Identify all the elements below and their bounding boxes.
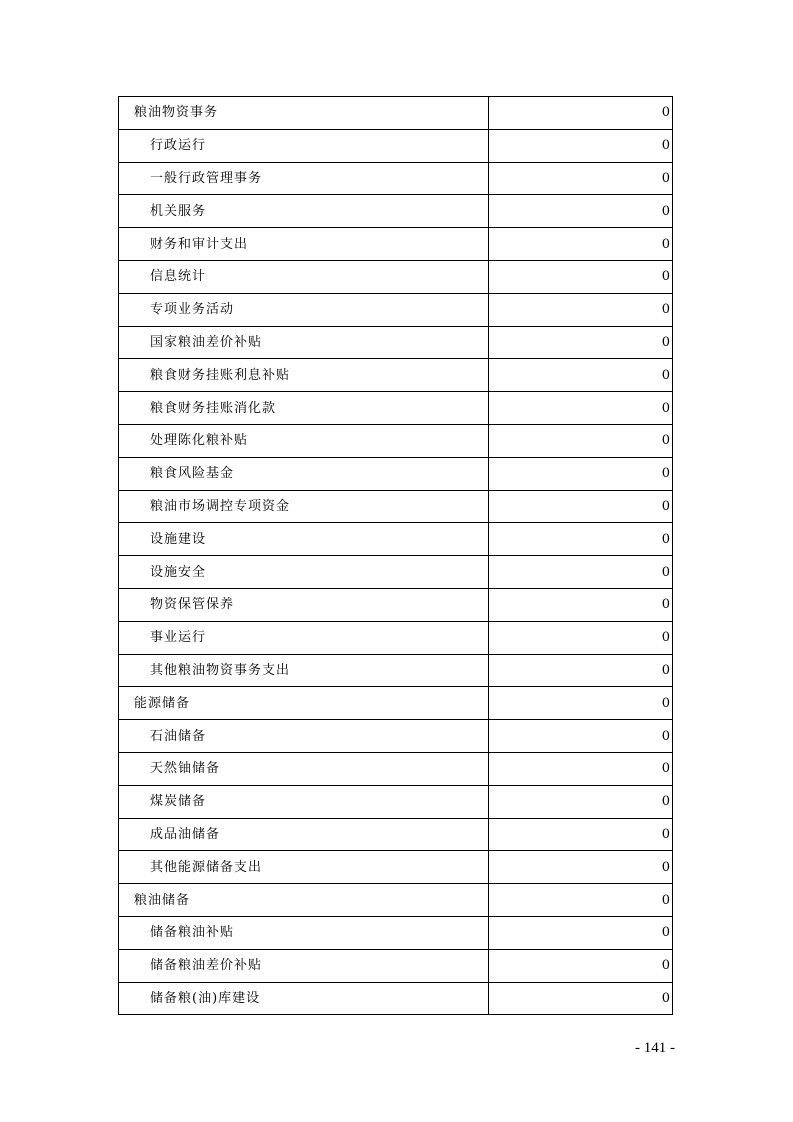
table-row [119, 359, 673, 392]
row-value-cell: 0 [489, 851, 673, 884]
table-row [119, 457, 673, 490]
row-name-cell: 信息统计 [119, 260, 489, 293]
table-row [119, 523, 673, 556]
row-name-cell: 其他能源储备支出 [119, 851, 489, 884]
row-value-cell: 0 [489, 621, 673, 654]
table-row [119, 916, 673, 949]
row-value-cell: 0 [489, 523, 673, 556]
table-row [119, 195, 673, 228]
row-value-cell: 0 [489, 752, 673, 785]
row-name-cell: 设施建设 [119, 523, 489, 556]
table-row [119, 326, 673, 359]
row-value-cell: 0 [489, 818, 673, 851]
row-value-cell: 0 [489, 359, 673, 392]
table-row [119, 785, 673, 818]
row-name-cell: 其他粮油物资事务支出 [119, 654, 489, 687]
row-name-cell: 成品油储备 [119, 818, 489, 851]
row-value-cell: 0 [489, 556, 673, 589]
table-row [119, 162, 673, 195]
row-name-cell: 天然铀储备 [119, 752, 489, 785]
table-row [119, 949, 673, 982]
table-row [119, 851, 673, 884]
row-value-cell: 0 [489, 162, 673, 195]
table-row [119, 293, 673, 326]
row-value-cell: 0 [489, 654, 673, 687]
table-row [119, 621, 673, 654]
row-name-cell: 一般行政管理事务 [119, 162, 489, 195]
table-row [119, 260, 673, 293]
row-name-cell: 储备粮油差价补贴 [119, 949, 489, 982]
row-name-cell: 国家粮油差价补贴 [119, 326, 489, 359]
page-number: - 141 - [635, 1040, 675, 1056]
row-value-cell: 0 [489, 195, 673, 228]
row-value-cell: 0 [489, 982, 673, 1015]
row-name-cell: 储备粮油补贴 [119, 916, 489, 949]
row-name-cell: 粮食财务挂账利息补贴 [119, 359, 489, 392]
row-name-cell: 物资保管保养 [119, 588, 489, 621]
table-row [119, 982, 673, 1015]
table-row [119, 654, 673, 687]
row-value-cell: 0 [489, 490, 673, 523]
row-name-cell: 事业运行 [119, 621, 489, 654]
table-row [119, 392, 673, 425]
row-value-cell: 0 [489, 720, 673, 753]
row-value-cell: 0 [489, 392, 673, 425]
table-row [119, 490, 673, 523]
row-name-cell: 粮食财务挂账消化款 [119, 392, 489, 425]
row-name-cell: 储备粮(油)库建设 [119, 982, 489, 1015]
row-value-cell: 0 [489, 424, 673, 457]
row-value-cell: 0 [489, 588, 673, 621]
row-name-cell: 粮油市场调控专项资金 [119, 490, 489, 523]
budget-table [118, 96, 673, 1015]
table-row [119, 228, 673, 261]
table-row [119, 752, 673, 785]
row-value-cell: 0 [489, 884, 673, 917]
row-name-cell: 能源储备 [119, 687, 489, 720]
table-row [119, 97, 673, 130]
row-value-cell: 0 [489, 293, 673, 326]
row-name-cell: 煤炭储备 [119, 785, 489, 818]
row-name-cell: 专项业务活动 [119, 293, 489, 326]
row-name-cell: 石油储备 [119, 720, 489, 753]
row-value-cell: 0 [489, 97, 673, 130]
row-name-cell: 行政运行 [119, 129, 489, 162]
row-value-cell: 0 [489, 687, 673, 720]
table-body [119, 97, 673, 1015]
row-name-cell: 粮油物资事务 [119, 97, 489, 130]
row-name-cell: 设施安全 [119, 556, 489, 589]
row-name-cell: 处理陈化粮补贴 [119, 424, 489, 457]
row-name-cell: 机关服务 [119, 195, 489, 228]
row-value-cell: 0 [489, 785, 673, 818]
row-value-cell: 0 [489, 949, 673, 982]
row-value-cell: 0 [489, 457, 673, 490]
row-name-cell: 粮油储备 [119, 884, 489, 917]
table-row [119, 588, 673, 621]
row-name-cell: 财务和审计支出 [119, 228, 489, 261]
row-value-cell: 0 [489, 260, 673, 293]
table-row [119, 424, 673, 457]
table-row [119, 720, 673, 753]
table-row [119, 687, 673, 720]
row-name-cell: 粮食风险基金 [119, 457, 489, 490]
table-row [119, 556, 673, 589]
table-row [119, 129, 673, 162]
row-value-cell: 0 [489, 228, 673, 261]
row-value-cell: 0 [489, 129, 673, 162]
table-row [119, 884, 673, 917]
row-value-cell: 0 [489, 916, 673, 949]
row-value-cell: 0 [489, 326, 673, 359]
table-row [119, 818, 673, 851]
